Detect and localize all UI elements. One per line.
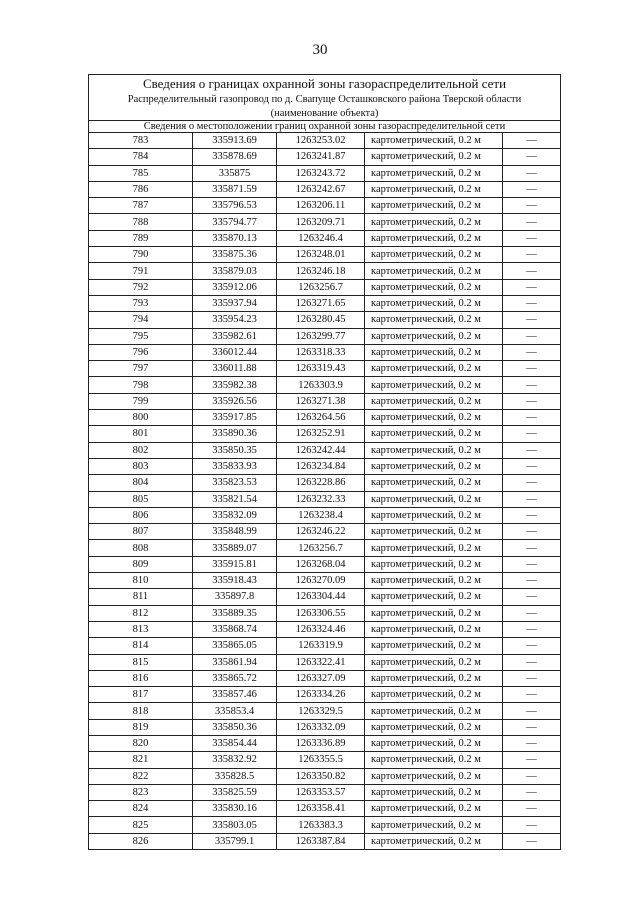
cell-description: — — [503, 687, 561, 703]
cell-point-number: 821 — [89, 752, 193, 768]
cell-coord-x: 335854.44 — [193, 735, 277, 751]
cell-description: — — [503, 540, 561, 556]
cell-coord-y: 1263319.43 — [277, 361, 365, 377]
cell-method: картометрический, 0.2 м — [365, 752, 503, 768]
table-row — [89, 361, 561, 377]
boundary-table — [88, 74, 561, 850]
cell-point-number: 825 — [89, 817, 193, 833]
table-row — [89, 426, 561, 442]
cell-method: картометрический, 0.2 м — [365, 198, 503, 214]
cell-coord-x: 336012.44 — [193, 344, 277, 360]
cell-method: картометрический, 0.2 м — [365, 589, 503, 605]
cell-description: — — [503, 768, 561, 784]
cell-description: — — [503, 149, 561, 165]
cell-point-number: 817 — [89, 687, 193, 703]
table-row — [89, 573, 561, 589]
table-row — [89, 198, 561, 214]
cell-description: — — [503, 410, 561, 426]
cell-coord-x: 335794.77 — [193, 214, 277, 230]
cell-description: — — [503, 784, 561, 800]
cell-point-number: 802 — [89, 442, 193, 458]
cell-coord-y: 1263264.56 — [277, 410, 365, 426]
cell-coord-y: 1263270.09 — [277, 573, 365, 589]
cell-description: — — [503, 475, 561, 491]
cell-method: картометрический, 0.2 м — [365, 768, 503, 784]
table-row — [89, 524, 561, 540]
cell-coord-y: 1263329.5 — [277, 703, 365, 719]
cell-coord-x: 335954.23 — [193, 312, 277, 328]
cell-method: картометрический, 0.2 м — [365, 426, 503, 442]
cell-coord-y: 1263232.33 — [277, 491, 365, 507]
cell-point-number: 795 — [89, 328, 193, 344]
cell-coord-x: 335878.69 — [193, 149, 277, 165]
cell-description: — — [503, 328, 561, 344]
cell-coord-x: 335868.74 — [193, 621, 277, 637]
table-row — [89, 393, 561, 409]
cell-description: — — [503, 263, 561, 279]
cell-coord-y: 1263246.18 — [277, 263, 365, 279]
table-row — [89, 181, 561, 197]
cell-point-number: 793 — [89, 295, 193, 311]
table-title: Сведения о границах охранной зоны газораспределительной сети — [89, 75, 561, 93]
cell-coord-y: 1263306.55 — [277, 605, 365, 621]
cell-coord-x: 335850.35 — [193, 442, 277, 458]
cell-description: — — [503, 507, 561, 523]
cell-method: картометрический, 0.2 м — [365, 230, 503, 246]
cell-method: картометрический, 0.2 м — [365, 735, 503, 751]
cell-coord-y: 1263241.87 — [277, 149, 365, 165]
cell-point-number: 813 — [89, 621, 193, 637]
cell-point-number: 820 — [89, 735, 193, 751]
table-row — [89, 703, 561, 719]
cell-coord-y: 1263246.22 — [277, 524, 365, 540]
cell-coord-y: 1263271.65 — [277, 295, 365, 311]
table-row — [89, 540, 561, 556]
cell-coord-x: 335889.35 — [193, 605, 277, 621]
cell-coord-x: 335832.92 — [193, 752, 277, 768]
cell-coord-y: 1263303.9 — [277, 377, 365, 393]
cell-point-number: 784 — [89, 149, 193, 165]
cell-point-number: 786 — [89, 181, 193, 197]
cell-method: картометрический, 0.2 м — [365, 540, 503, 556]
cell-method: картометрический, 0.2 м — [365, 442, 503, 458]
cell-coord-x: 335857.46 — [193, 687, 277, 703]
cell-method: картометрический, 0.2 м — [365, 393, 503, 409]
cell-description: — — [503, 752, 561, 768]
cell-description: — — [503, 833, 561, 849]
table-row — [89, 410, 561, 426]
cell-point-number: 789 — [89, 230, 193, 246]
cell-point-number: 790 — [89, 247, 193, 263]
table-title-row — [89, 75, 561, 93]
cell-description: — — [503, 491, 561, 507]
cell-method: картометрический, 0.2 м — [365, 263, 503, 279]
cell-description: — — [503, 230, 561, 246]
cell-coord-y: 1263246.4 — [277, 230, 365, 246]
table-row — [89, 149, 561, 165]
cell-coord-y: 1263209.71 — [277, 214, 365, 230]
table-row — [89, 752, 561, 768]
cell-method: картометрический, 0.2 м — [365, 410, 503, 426]
cell-coord-x: 335982.38 — [193, 377, 277, 393]
cell-coord-x: 335890.36 — [193, 426, 277, 442]
cell-method: картометрический, 0.2 м — [365, 670, 503, 686]
cell-point-number: 814 — [89, 638, 193, 654]
cell-coord-y: 1263324.46 — [277, 621, 365, 637]
cell-coord-x: 335879.03 — [193, 263, 277, 279]
cell-coord-x: 336011.88 — [193, 361, 277, 377]
cell-coord-y: 1263355.5 — [277, 752, 365, 768]
cell-coord-y: 1263228.86 — [277, 475, 365, 491]
cell-coord-x: 335799.1 — [193, 833, 277, 849]
cell-coord-x: 335821.54 — [193, 491, 277, 507]
cell-point-number: 808 — [89, 540, 193, 556]
cell-method: картометрический, 0.2 м — [365, 491, 503, 507]
cell-method: картометрический, 0.2 м — [365, 295, 503, 311]
cell-coord-y: 1263383.3 — [277, 817, 365, 833]
cell-description: — — [503, 344, 561, 360]
table-row — [89, 719, 561, 735]
cell-method: картометрический, 0.2 м — [365, 719, 503, 735]
cell-point-number: 787 — [89, 198, 193, 214]
cell-method: картометрический, 0.2 м — [365, 556, 503, 572]
cell-point-number: 826 — [89, 833, 193, 849]
cell-coord-x: 335912.06 — [193, 279, 277, 295]
cell-coord-y: 1263318.33 — [277, 344, 365, 360]
cell-point-number: 798 — [89, 377, 193, 393]
table-row — [89, 670, 561, 686]
table-row — [89, 784, 561, 800]
table-row — [89, 556, 561, 572]
cell-description: — — [503, 703, 561, 719]
cell-coord-y: 1263332.09 — [277, 719, 365, 735]
cell-description: — — [503, 312, 561, 328]
cell-method: картометрический, 0.2 м — [365, 247, 503, 263]
object-label: (наименование объекта) — [89, 108, 561, 121]
table-row — [89, 165, 561, 181]
cell-coord-y: 1263387.84 — [277, 833, 365, 849]
cell-description: — — [503, 589, 561, 605]
cell-point-number: 800 — [89, 410, 193, 426]
cell-coord-x: 335871.59 — [193, 181, 277, 197]
cell-point-number: 792 — [89, 279, 193, 295]
table-row — [89, 817, 561, 833]
cell-coord-y: 1263243.72 — [277, 165, 365, 181]
cell-description: — — [503, 214, 561, 230]
cell-method: картометрический, 0.2 м — [365, 687, 503, 703]
cell-method: картометрический, 0.2 м — [365, 654, 503, 670]
cell-point-number: 823 — [89, 784, 193, 800]
cell-point-number: 788 — [89, 214, 193, 230]
table-row — [89, 654, 561, 670]
cell-description: — — [503, 605, 561, 621]
cell-method: картометрический, 0.2 м — [365, 605, 503, 621]
cell-coord-x: 335917.85 — [193, 410, 277, 426]
cell-coord-y: 1263334.26 — [277, 687, 365, 703]
cell-coord-x: 335918.43 — [193, 573, 277, 589]
table-row — [89, 638, 561, 654]
cell-coord-y: 1263206.11 — [277, 198, 365, 214]
cell-coord-x: 335796.53 — [193, 198, 277, 214]
cell-coord-y: 1263271.38 — [277, 393, 365, 409]
cell-method: картометрический, 0.2 м — [365, 833, 503, 849]
table-row — [89, 605, 561, 621]
cell-coord-y: 1263256.7 — [277, 540, 365, 556]
cell-point-number: 801 — [89, 426, 193, 442]
cell-coord-x: 335875.36 — [193, 247, 277, 263]
cell-method: картометрический, 0.2 м — [365, 458, 503, 474]
cell-coord-x: 335850.36 — [193, 719, 277, 735]
cell-coord-x: 335848.99 — [193, 524, 277, 540]
table-row — [89, 214, 561, 230]
object-name-row — [89, 93, 561, 108]
cell-point-number: 796 — [89, 344, 193, 360]
cell-coord-x: 335833.93 — [193, 458, 277, 474]
cell-coord-y: 1263353.57 — [277, 784, 365, 800]
cell-coord-x: 335865.05 — [193, 638, 277, 654]
table-row — [89, 475, 561, 491]
cell-method: картометрический, 0.2 м — [365, 214, 503, 230]
cell-description: — — [503, 361, 561, 377]
cell-coord-y: 1263350.82 — [277, 768, 365, 784]
cell-point-number: 811 — [89, 589, 193, 605]
page-number: 30 — [312, 42, 328, 58]
cell-coord-x: 335803.05 — [193, 817, 277, 833]
cell-method: картометрический, 0.2 м — [365, 784, 503, 800]
cell-method: картометрический, 0.2 м — [365, 377, 503, 393]
cell-coord-x: 335828.5 — [193, 768, 277, 784]
cell-method: картометрический, 0.2 м — [365, 524, 503, 540]
cell-method: картометрический, 0.2 м — [365, 149, 503, 165]
table-row — [89, 328, 561, 344]
cell-method: картометрический, 0.2 м — [365, 312, 503, 328]
cell-method: картометрический, 0.2 м — [365, 475, 503, 491]
cell-point-number: 819 — [89, 719, 193, 735]
cell-coord-x: 335830.16 — [193, 801, 277, 817]
table-row — [89, 801, 561, 817]
table-row — [89, 491, 561, 507]
cell-description: — — [503, 801, 561, 817]
table-row — [89, 589, 561, 605]
cell-coord-y: 1263238.4 — [277, 507, 365, 523]
object-name: Распределительный газопровод по д. Свапуще Осташковского района Тверской области — [89, 93, 561, 108]
cell-point-number: 805 — [89, 491, 193, 507]
cell-point-number: 816 — [89, 670, 193, 686]
cell-coord-x: 335915.81 — [193, 556, 277, 572]
cell-coord-y: 1263248.01 — [277, 247, 365, 263]
cell-method: картометрический, 0.2 м — [365, 817, 503, 833]
cell-description: — — [503, 817, 561, 833]
table-row — [89, 312, 561, 328]
cell-coord-x: 335913.69 — [193, 133, 277, 149]
table-row — [89, 344, 561, 360]
cell-description: — — [503, 247, 561, 263]
cell-method: картометрический, 0.2 м — [365, 703, 503, 719]
cell-description: — — [503, 556, 561, 572]
table-row — [89, 377, 561, 393]
cell-description: — — [503, 393, 561, 409]
cell-point-number: 803 — [89, 458, 193, 474]
cell-point-number: 797 — [89, 361, 193, 377]
table-row — [89, 507, 561, 523]
cell-point-number: 815 — [89, 654, 193, 670]
cell-method: картометрический, 0.2 м — [365, 573, 503, 589]
table-row — [89, 687, 561, 703]
cell-coord-y: 1263327.09 — [277, 670, 365, 686]
table-row — [89, 230, 561, 246]
cell-description: — — [503, 573, 561, 589]
cell-description: — — [503, 165, 561, 181]
cell-coord-x: 335853.4 — [193, 703, 277, 719]
table-row — [89, 279, 561, 295]
cell-coord-x: 335832.09 — [193, 507, 277, 523]
cell-coord-x: 335982.61 — [193, 328, 277, 344]
cell-method: картометрический, 0.2 м — [365, 801, 503, 817]
cell-description: — — [503, 524, 561, 540]
cell-point-number: 791 — [89, 263, 193, 279]
cell-method: картометрический, 0.2 м — [365, 344, 503, 360]
cell-coord-x: 335875 — [193, 165, 277, 181]
cell-coord-x: 335861.94 — [193, 654, 277, 670]
cell-coord-x: 335825.59 — [193, 784, 277, 800]
cell-coord-y: 1263253.02 — [277, 133, 365, 149]
cell-point-number: 810 — [89, 573, 193, 589]
cell-description: — — [503, 279, 561, 295]
cell-description: — — [503, 670, 561, 686]
cell-point-number: 812 — [89, 605, 193, 621]
cell-coord-y: 1263256.7 — [277, 279, 365, 295]
object-label-row — [89, 108, 561, 121]
cell-coord-x: 335897.8 — [193, 589, 277, 605]
cell-coord-y: 1263242.67 — [277, 181, 365, 197]
cell-method: картометрический, 0.2 м — [365, 165, 503, 181]
cell-coord-y: 1263242.44 — [277, 442, 365, 458]
cell-method: картометрический, 0.2 м — [365, 181, 503, 197]
cell-description: — — [503, 638, 561, 654]
cell-description: — — [503, 719, 561, 735]
cell-coord-y: 1263280.45 — [277, 312, 365, 328]
table-row — [89, 295, 561, 311]
table-row — [89, 833, 561, 849]
cell-method: картометрический, 0.2 м — [365, 638, 503, 654]
cell-description: — — [503, 621, 561, 637]
cell-coord-x: 335865.72 — [193, 670, 277, 686]
table-row — [89, 263, 561, 279]
cell-coord-y: 1263336.89 — [277, 735, 365, 751]
cell-point-number: 822 — [89, 768, 193, 784]
cell-coord-y: 1263304.44 — [277, 589, 365, 605]
cell-method: картометрический, 0.2 м — [365, 133, 503, 149]
cell-description: — — [503, 735, 561, 751]
cell-method: картометрический, 0.2 м — [365, 328, 503, 344]
cell-method: картометрический, 0.2 м — [365, 621, 503, 637]
cell-coord-x: 335870.13 — [193, 230, 277, 246]
cell-point-number: 799 — [89, 393, 193, 409]
cell-coord-x: 335926.56 — [193, 393, 277, 409]
section-title-row — [89, 121, 561, 133]
cell-coord-x: 335823.53 — [193, 475, 277, 491]
table-row — [89, 621, 561, 637]
cell-method: картометрический, 0.2 м — [365, 361, 503, 377]
cell-point-number: 783 — [89, 133, 193, 149]
cell-description: — — [503, 181, 561, 197]
cell-coord-x: 335889.07 — [193, 540, 277, 556]
cell-coord-y: 1263358.41 — [277, 801, 365, 817]
cell-description: — — [503, 377, 561, 393]
cell-coord-y: 1263234.84 — [277, 458, 365, 474]
cell-description: — — [503, 442, 561, 458]
cell-description: — — [503, 426, 561, 442]
cell-description: — — [503, 133, 561, 149]
cell-coord-x: 335937.94 — [193, 295, 277, 311]
cell-point-number: 807 — [89, 524, 193, 540]
cell-coord-y: 1263268.04 — [277, 556, 365, 572]
cell-method: картометрический, 0.2 м — [365, 279, 503, 295]
cell-description: — — [503, 654, 561, 670]
cell-point-number: 804 — [89, 475, 193, 491]
cell-coord-y: 1263319.9 — [277, 638, 365, 654]
table-row — [89, 133, 561, 149]
table-row — [89, 442, 561, 458]
cell-description: — — [503, 198, 561, 214]
cell-coord-y: 1263299.77 — [277, 328, 365, 344]
cell-point-number: 806 — [89, 507, 193, 523]
cell-point-number: 818 — [89, 703, 193, 719]
table-row — [89, 735, 561, 751]
cell-method: картометрический, 0.2 м — [365, 507, 503, 523]
cell-point-number: 785 — [89, 165, 193, 181]
cell-point-number: 794 — [89, 312, 193, 328]
section-title: Сведения о местоположении границ охранной зоны газораспределительной сети — [89, 121, 561, 133]
cell-coord-y: 1263252.91 — [277, 426, 365, 442]
table-row — [89, 458, 561, 474]
cell-point-number: 824 — [89, 801, 193, 817]
cell-description: — — [503, 458, 561, 474]
table-row — [89, 247, 561, 263]
cell-description: — — [503, 295, 561, 311]
cell-coord-y: 1263322.41 — [277, 654, 365, 670]
cell-point-number: 809 — [89, 556, 193, 572]
table-row — [89, 768, 561, 784]
